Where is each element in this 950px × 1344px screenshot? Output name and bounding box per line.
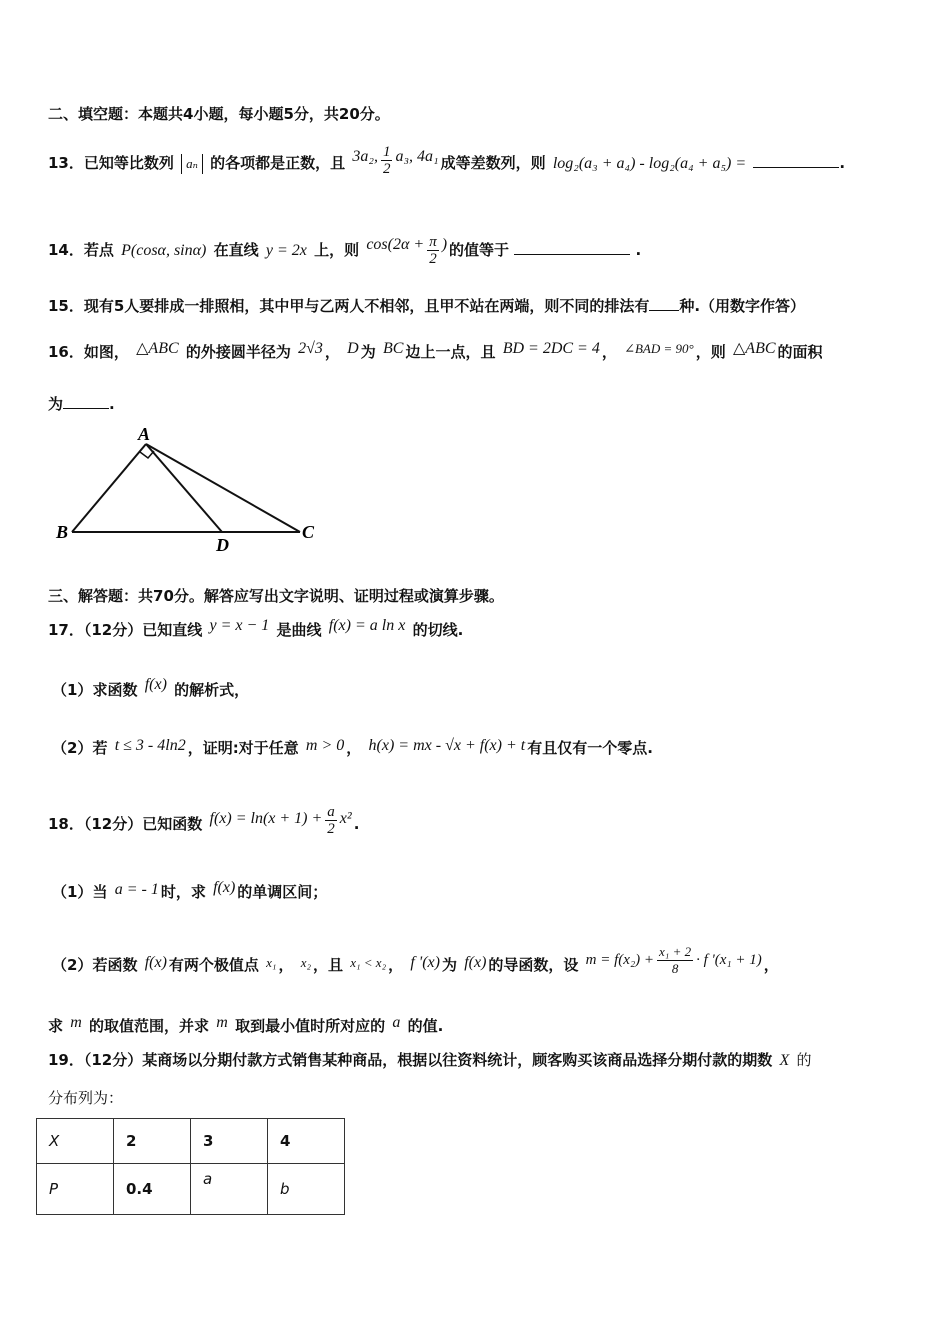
condition-t: t ≤ 3 - 4ln2 — [114, 736, 186, 754]
function-fx-18c: f(x) — [464, 953, 487, 971]
terms-b: a₃, 4a₁ — [395, 147, 439, 165]
condition-m: m > 0 — [305, 736, 345, 754]
table-cell: b — [268, 1164, 345, 1215]
table-row — [37, 1164, 345, 1215]
pi-fraction: $\frac{\pi}{2}$ — [429, 234, 437, 267]
sequence-symbol: aₙ — [181, 154, 203, 174]
section-3-heading: 三、解答题：共70分。解答应写出文字说明、证明过程或演算步骤。 — [48, 587, 504, 605]
question-17-part-2: （2）若 t ≤ 3 - 4ln2 ，证明:对于任意 m > 0 ， h(x) = mx - √x + f(x) + t 有且仅有一个零点. — [52, 736, 653, 757]
question-18-part-1: （1）当 a = - 1 时，求 f(x) 的单调区间； — [52, 878, 328, 901]
x1-symbol: x₁ — [266, 954, 277, 970]
answer-blank-16[interactable] — [63, 394, 109, 409]
x-variable: X — [779, 1051, 790, 1069]
question-18-part-2-cont: 求 m 的取值范围，并求 m 取到最小值时所对应的 a 的值. — [48, 1013, 444, 1035]
radius-value: 2√3 — [298, 339, 323, 357]
function-fx-18b: f(x) — [144, 953, 167, 971]
log-expression: log₂(a₃ + a₄) - log₂(a₄ + a₅) = — [552, 154, 747, 172]
question-15: 15．现有5人要排成一排照相，其中甲与乙两人不相邻，且甲不站在两端，则不同的排法有 种.（用数字作答） — [48, 297, 806, 315]
question-17: 17．（12分）已知直线 y = x − 1 是曲线 f(x) = a ln x 的切线. — [48, 616, 464, 639]
question-14: 14．若点 P(cosα, sinα) 在直线 y = 2x 上，则 cos(2α + $\frac{\pi}{2}$ ) 的值等于 . — [48, 234, 642, 267]
question-17-part-1: （1）求函数 f(x) 的解析式， — [52, 675, 250, 699]
a-value: a = - 1 — [114, 880, 159, 898]
function-hx: h(x) = mx - √x + f(x) + t — [368, 736, 526, 754]
question-19: 19．（12分）某商场以分期付款方式销售某种商品，根据以往资料统计，顾客购买该商品选择分期付款的期数 X 的 — [48, 1051, 812, 1069]
label-b: B — [56, 522, 69, 542]
section-2-heading: 二、填空题：本题共4小题，每小题5分，共20分。 — [48, 105, 390, 123]
a-over-2-fraction: $\frac{a}{2}$ — [327, 804, 335, 837]
x2-symbol: x₂ — [300, 954, 311, 970]
segment-bc: BC — [382, 339, 404, 357]
triangle-figure — [50, 424, 330, 554]
m-def-a: m = f(x₂) + — [585, 951, 655, 968]
point-d: D — [347, 339, 359, 357]
edge-ad — [146, 444, 222, 532]
a-symbol: a — [392, 1013, 401, 1031]
function-fx: f(x) — [144, 675, 167, 693]
table-cell: 3 — [191, 1119, 268, 1164]
half-fraction: $\frac{1}{2}$ — [382, 144, 391, 177]
edge-ac — [146, 444, 300, 532]
question-18: 18．（12分）已知函数 f(x) = ln(x + 1) + $\frac{a}{2}$ x² . — [48, 804, 360, 837]
cos-expr-a: cos(2α + — [366, 235, 425, 253]
line-eq: y = 2x — [265, 241, 307, 259]
label-d: D — [216, 535, 229, 554]
table-cell: P — [37, 1164, 114, 1215]
question-16-cont: 为 . — [48, 395, 115, 413]
question-19-cont: 分布列为： — [48, 1089, 124, 1107]
label-a: A — [138, 424, 151, 444]
point-p: P(cosα, sinα) — [121, 241, 207, 259]
table-cell: X — [37, 1119, 114, 1164]
line-equation: y = x − 1 — [209, 616, 270, 634]
function-def-a: f(x) = ln(x + 1) + — [209, 809, 323, 827]
triangle-abc-2: △ABC — [732, 339, 776, 357]
m-def-b: · f '(x₁ + 1) — [696, 951, 762, 968]
edge-ab — [72, 444, 146, 532]
table-cell: 4 — [268, 1119, 345, 1164]
x-inequality: x₁ < x₂ — [350, 954, 387, 970]
table-cell: a — [191, 1164, 268, 1215]
table-row — [37, 1119, 345, 1164]
triangle-abc: △ABC — [136, 339, 179, 357]
question-16: 16．如图， △ABC 的外接圆半径为 2√3 ， D 为 BC 边上一点，且 BD = 2DC = 4 ， ∠BAD = 90° ，则 △ABC 的面积 — [48, 339, 823, 361]
terms-a: 3a₂, — [352, 147, 378, 165]
cos-expr-b: ) — [441, 235, 448, 253]
m-symbol: m — [70, 1013, 82, 1031]
question-13: 13．已知等比数列 aₙ 的各项都是正数，且 3a₂, $\frac{1}{2}$ a₃, 4a₁ 成等差数列，则 log₂(a₃ + a₄) - log₂(a₄ + a₅) = . — [48, 144, 846, 177]
function-def-b: x² — [339, 809, 352, 827]
answer-blank-14[interactable] — [514, 240, 630, 255]
answer-blank-15[interactable] — [649, 296, 679, 311]
table-cell: 0.4 — [114, 1164, 191, 1215]
table-cell: 2 — [114, 1119, 191, 1164]
distribution-table — [36, 1118, 345, 1215]
m-fraction: $\frac{\text{x₁ + 2}}{8}$ — [659, 944, 692, 976]
m-symbol-2: m — [216, 1013, 228, 1031]
angle-bad: ∠BAD = 90° — [624, 340, 694, 356]
function-fx-18: f(x) — [213, 878, 236, 896]
question-18-part-2: （2）若函数 f(x) 有两个极值点 x₁ ， x₂ ，且 x₁ < x₂ ， f '(x) 为 f(x) 的导函数，设 m = f(x₂) + $\frac{\text{x₁ + 2}}{8}$ · f '(x₁ + 1) ， — [52, 944, 779, 976]
curve-equation: f(x) = a ln x — [328, 616, 406, 634]
label-c: C — [302, 522, 315, 542]
derivative-fpx: f '(x) — [410, 953, 440, 971]
length-equation: BD = 2DC = 4 — [502, 339, 600, 357]
answer-blank-13[interactable] — [753, 153, 839, 168]
